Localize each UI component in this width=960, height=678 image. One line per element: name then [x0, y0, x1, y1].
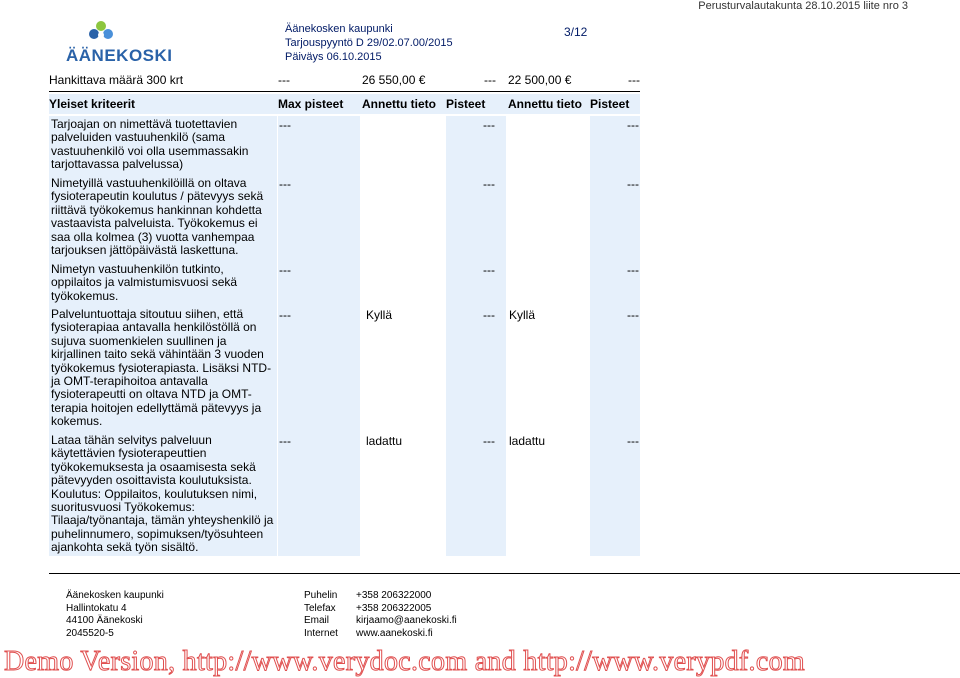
criterion-text: Tarjoajan on nimettävä tuotettavien palveluiden vastuuhenkilö (sama vastuuhenkilö voi olla usemmassakin tarjottavassa palvelussa): [51, 117, 249, 172]
contact-label: Puhelin: [304, 590, 338, 601]
demo-watermark: Demo Version, http://www.verydoc.com and http://www.verypdf.com: [4, 646, 805, 677]
contact-label: Email: [304, 615, 330, 627]
col-header-info-2: Annettu tieto: [508, 97, 582, 111]
col-header-points-2: Pisteet: [590, 97, 630, 111]
footer-contact-values: [356, 590, 457, 640]
points-1: ---: [483, 118, 495, 132]
given-info-1: Kyllä: [366, 308, 393, 322]
footer-divider: [49, 573, 960, 574]
document-header: [285, 22, 453, 64]
contact-label: Internet: [304, 627, 338, 639]
contact-fax: +358 206322005: [356, 602, 432, 614]
points-1: ---: [483, 177, 495, 191]
summary-points-2: ---: [628, 73, 640, 87]
footer-address-line: 2045520-5: [66, 627, 114, 639]
col-header-info-1: Annettu tieto: [362, 97, 436, 111]
max-points: ---: [279, 434, 291, 448]
points-2: ---: [627, 308, 639, 322]
header-org: Äänekosken kaupunki: [285, 23, 393, 35]
summary-label: Hankittava määrä 300 krt: [49, 73, 184, 87]
given-info-2: ladattu: [509, 434, 546, 448]
contact-email[interactable]: kirjaamo@aanekoski.fi: [356, 615, 457, 627]
points-1: ---: [483, 308, 495, 322]
points-1: ---: [483, 434, 495, 448]
criterion-text: Nimetyillä vastuuhenkilöillä on oltava fysioterapeutin koulutus / pätevyys sekä riittävä työkokemus hankinnan kohdetta vastaavista palveluista. Työkokemus ei saa olla kolmea (3) vuotta vanhempaa tarjouksen jättöpäivästä laskettuna.: [51, 176, 264, 258]
points-2: ---: [627, 263, 639, 277]
page-number: 3/12: [564, 25, 588, 39]
logo-flower-icon: [88, 20, 114, 44]
footer-address-line: 44100 Äänekoski: [66, 615, 143, 627]
given-info-1: ladattu: [366, 434, 403, 448]
footer-address: [66, 590, 164, 640]
max-points: ---: [279, 308, 291, 322]
footer-contact-labels: [304, 590, 338, 640]
summary-price-2: 22 500,00 €: [508, 73, 572, 87]
logo-wordmark: ÄÄNEKOSKI: [66, 46, 173, 65]
criterion-text: Lataa tähän selvitys palveluun käytettävien fysioterapeuttien työkokemuksesta ja osaamisesta sekä pätevyyden osoittavista koulutuksista. Koulutus: Oppilaitos, koulutuksen nimi, suoritusvuosi Työkokemus: Tilaaja/työnantaja, tämän yhteyshenkilö ja puhelinnumero, sopimuksen/työsuhteen ajankohta sekä työn sisältö.: [51, 433, 274, 555]
points-2: ---: [627, 118, 639, 132]
max-points: ---: [279, 263, 291, 277]
contact-phone: +358 206322000: [356, 590, 432, 601]
col-header-max: Max pisteet: [278, 97, 344, 111]
col-header-points-1: Pisteet: [446, 97, 486, 111]
max-points: ---: [279, 118, 291, 132]
points-2: ---: [627, 434, 639, 448]
given-info-2: Kyllä: [509, 308, 536, 322]
summary-price-1: 26 550,00 €: [362, 73, 426, 87]
top-note: Perusturvalautakunta 28.10.2015 liite nro 3: [698, 0, 908, 12]
col-header-criteria: Yleiset kriteerit: [49, 97, 136, 111]
header-date: Päiväys 06.10.2015: [285, 51, 382, 63]
points-1: ---: [483, 263, 495, 277]
contact-label: Telefax: [304, 602, 336, 614]
criterion-text: Nimetyn vastuuhenkilön tutkinto, oppilaitos ja valmistumisvuosi sekä työkokemus.: [51, 262, 238, 303]
summary-max: ---: [278, 73, 290, 87]
footer-address-line: Äänekosken kaupunki: [66, 590, 164, 601]
points-2: ---: [627, 177, 639, 191]
summary-points-1: ---: [484, 73, 496, 87]
contact-website[interactable]: www.aanekoski.fi: [356, 627, 433, 639]
criterion-text: Palveluntuottaja sitoutuu siihen, että fysioterapiaa antavalla henkilöstöllä on sujuva suomenkielen suullinen ja kirjallinen taito sekä vähintään 3 vuoden työkokemus fysioterapiasta. Lisäksi NTD- ja OMT-terapihoitoa antavalla fysioterapeutti on oltava NTD ja OMT-terapia hoitojen edellyttämä pätevyys ja kokemus.: [51, 307, 272, 429]
max-points: ---: [279, 177, 291, 191]
footer-address-line: Hallintokatu 4: [66, 602, 127, 614]
header-doc: Tarjouspyyntö D 29/02.07.00/2015: [285, 37, 453, 49]
aanekoski-logo: [60, 20, 173, 66]
summary-divider: [49, 91, 640, 92]
